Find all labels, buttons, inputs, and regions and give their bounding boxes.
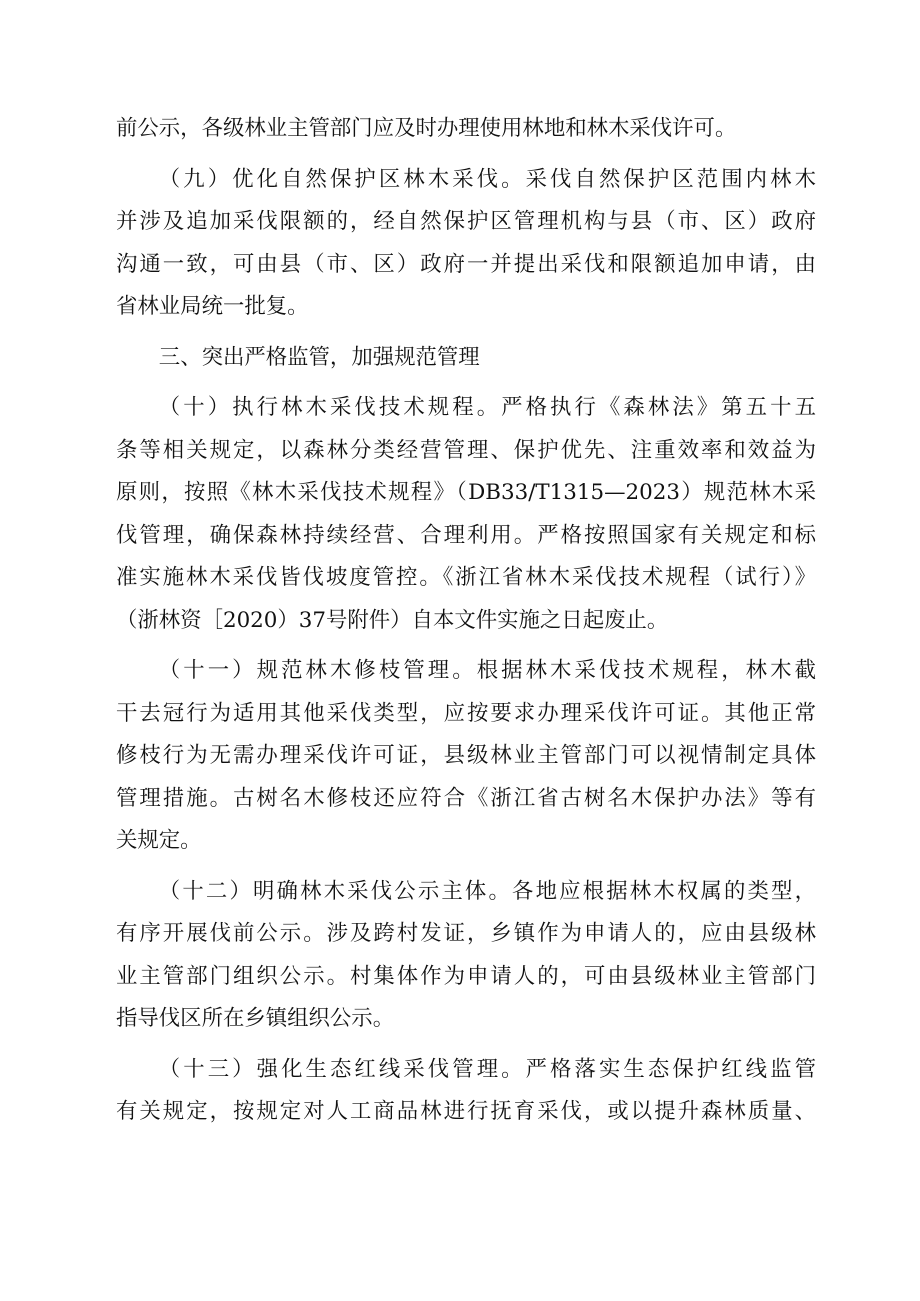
- text-line: 有序开展伐前公示。涉及跨村发证，乡镇作为申请人的，应由县级林: [116, 921, 816, 946]
- text-line: 干去冠行为适用其他采伐类型，应按要求办理采伐许可证。其他正常: [116, 700, 816, 726]
- text-line: 有关规定，按规定对人工商品林进行抚育采伐，或以提升森林质量、: [116, 1099, 816, 1124]
- text-line: （九）优化自然保护区林木采伐。采伐自然保护区范围内林木: [158, 166, 816, 192]
- text-line: （十三）强化生态红线采伐管理。严格落实生态保护红线监管: [158, 1056, 816, 1082]
- text-line: 省林业局统一批复。: [116, 294, 309, 319]
- text-line: 原则，按照《林木采伐技术规程》（DB33/T1315—2023）规范林木采: [116, 480, 816, 505]
- text-line: 伐管理，确保森林持续经营、合理利用。严格按照国家有关规定和标: [116, 522, 816, 548]
- text-line: 并涉及追加采伐限额的，经自然保护区管理机构与县（市、区）政府: [116, 209, 816, 234]
- paragraph-item-11: [116, 650, 816, 863]
- text-line: （浙林资［2020）37号附件）自本文件实施之日起废止。: [116, 607, 669, 633]
- text-line: 管理措施。古树名木修枝还应符合《浙江省古树名木保护办法》等有: [116, 785, 816, 811]
- section-heading-3: [116, 337, 816, 380]
- text-line: 前公示，各级林业主管部门应及时办理使用林地和林木采伐许可。: [116, 116, 737, 141]
- paragraph-item-9: [116, 159, 816, 329]
- paragraph-item-10: [116, 387, 816, 642]
- text-line: （十二）明确林木采伐公示主体。各地应根据林木权属的类型，: [158, 878, 816, 904]
- text-line: 准实施林木采伐皆伐坡度管控。《浙江省林木采伐技术规程（试行）》: [116, 565, 816, 590]
- text-line: 关规定。: [116, 828, 202, 853]
- text-line: 业主管部门组织公示。村集体作为申请人的，可由县级林业主管部门: [116, 963, 816, 989]
- paragraph-continuation: [116, 108, 816, 151]
- text-line: 沟通一致，可由县（市、区）政府一并提出采伐和限额追加申请，由: [116, 251, 816, 277]
- text-line: （十）执行林木采伐技术规程。严格执行《森林法》第五十五: [158, 395, 816, 420]
- text-line: 修枝行为无需办理采伐许可证，县级林业主管部门可以视情制定具体: [116, 743, 816, 768]
- paragraph-item-13: [116, 1049, 816, 1134]
- document-body: [116, 108, 816, 1134]
- section-heading-text: 三、突出严格监管，加强规范管理: [158, 344, 480, 370]
- paragraph-item-12: [116, 871, 816, 1041]
- text-line: 条等相关规定，以森林分类经营管理、保护优先、注重效率和效益为: [116, 437, 816, 463]
- text-line: 指导伐区所在乡镇组织公示。: [116, 1006, 395, 1031]
- text-line: （十一）规范林木修枝管理。根据林木采伐技术规程，林木截: [158, 658, 816, 683]
